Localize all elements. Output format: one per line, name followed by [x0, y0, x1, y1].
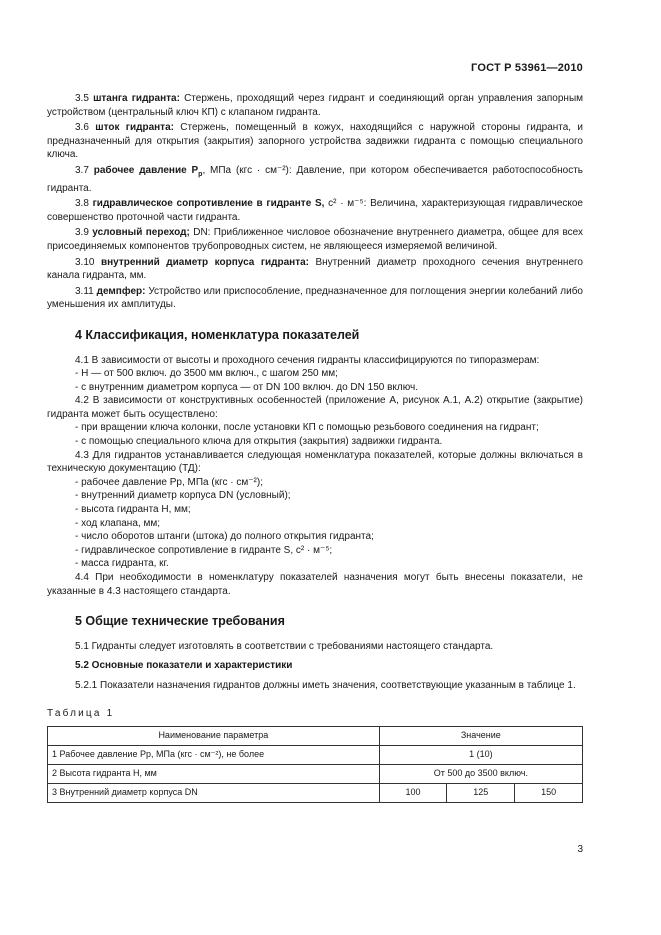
definition-term: демпфер: — [96, 285, 146, 297]
table-cell: 2 Высота гидранта Н, мм — [48, 765, 380, 784]
table-caption: Таблица 1 — [47, 707, 115, 719]
table-header-row — [48, 727, 583, 746]
table-cell: 1 (10) — [379, 746, 582, 765]
definition-text: Внутренний диаметр проходного сечения внутреннего канала гидранта, мм. — [47, 256, 583, 282]
definition-number: 3.6 — [75, 122, 89, 134]
definition-number: 3.8 — [75, 198, 89, 210]
definition-item — [47, 285, 583, 312]
definition-text: DN: Приближенное числовое обозначение внутреннего диаметра, общее для всех присоединяемых компонентов трубопроводных систем, не являющееся измеряемой величиной. — [47, 227, 583, 252]
definition-number: 3.11 — [75, 285, 94, 297]
definition-item — [47, 164, 583, 195]
definition-number: 3.9 — [75, 227, 89, 239]
para-4-2: 4.2 В зависимости от конструктивных особенностей (приложение А, рисунок А.1, А.2) открытие (закрытие) гидранта может быть осуществлено: — [47, 395, 583, 420]
definition-number: 3.5 — [75, 93, 89, 104]
definition-term: штанга гидранта: — [93, 93, 180, 104]
definition-term: рабочее давление P — [93, 164, 199, 176]
list-4-2 — [47, 421, 583, 448]
para-5-1: 5.1 Гидранты следует изготовлять в соответствии с требованиями настоящего стандарта. — [75, 640, 494, 652]
para-5-2-1: 5.2.1 Показатели назначения гидрантов должны иметь значения, соответствующие указанным в таблице 1. — [75, 679, 576, 691]
definition-term: внутренний диаметр корпуса гидранта: — [100, 256, 309, 268]
para-4-1: 4.1 В зависимости от высоты и проходного сечения гидранты классифицируются по типоразмерам: — [75, 354, 540, 366]
definition-item — [47, 197, 583, 224]
list-item: - с помощью специального ключа для открытия (закрытия) задвижки гидранта. — [75, 436, 443, 448]
standard-header: ГОСТ Р 53961—2010 — [471, 62, 583, 74]
table-row — [48, 784, 583, 803]
list-item: - число оборотов штанги (штока) до полного открытия гидранта; — [75, 531, 374, 543]
list-item: - рабочее давление Pр, МПа (кгс · см⁻²); — [75, 476, 263, 488]
definition-item — [47, 256, 583, 283]
para-4-4: 4.4 При необходимости в номенклатуру показателей назначения могут быть внесены показатели, не указанные в 4.3 настоящего стандарта. — [47, 572, 583, 597]
definition-item — [47, 92, 583, 119]
table-cell: От 500 до 3500 включ. — [379, 765, 582, 784]
list-item: - масса гидранта, кг. — [75, 558, 169, 570]
section-5-title: 5 Общие технические требования — [75, 614, 285, 629]
definition-term-subscript: р — [198, 170, 203, 178]
table-header-cell: Значение — [379, 727, 582, 746]
definition-text: Стержень, проходящий через гидрант и соединяющий орган управления запорным устройством (центральный ключ КП) с клапаном гидранта. — [47, 93, 584, 118]
definition-term: гидравлическое сопротивление в гидранте S, — [92, 198, 325, 210]
section-4-title: 4 Классификация, номенклатура показателей — [75, 327, 360, 342]
para-4-3: 4.3 Для гидрантов устанавливается следующая номенклатура показателей, которые должны включаться в техническую документацию (ТД): — [47, 449, 583, 475]
list-4-3 — [47, 476, 583, 571]
table-cell: 1 Рабочее давление Pр, МПа (кгс · см⁻²), не более — [48, 746, 380, 765]
definition-item — [47, 121, 583, 162]
definition-text: с² · м⁻⁵: Величина, характеризующая гидравлическое совершенство проточной части гидранта. — [47, 198, 583, 223]
definition-term: шток гидранта: — [95, 122, 174, 134]
definition-item — [47, 226, 583, 253]
table-cell: 125 — [447, 784, 515, 803]
list-item: - с внутренним диаметром корпуса — от DN 100 включ. до DN 150 включ. — [75, 381, 419, 393]
table-cell: 150 — [515, 784, 583, 803]
table-cell: 3 Внутренний диаметр корпуса DN — [48, 784, 380, 803]
definitions-list — [47, 92, 583, 312]
table-header-cell: Наименование параметра — [48, 727, 380, 746]
list-item: - Н — от 500 включ. до 3500 мм включ., с шагом 250 мм; — [75, 368, 338, 380]
definition-term: условный переход; — [92, 227, 190, 239]
table-row — [48, 746, 583, 765]
page-number: 3 — [577, 844, 583, 855]
definition-text: Устройство или приспособление, предназначенное для поглощения энергии колебаний либо уменьшения их амплитуды. — [47, 285, 583, 311]
definition-text: Стержень, помещенный в кожух, находящийся с наружной стороны гидранта, и предназначенный для открытия (закрытия) запорного устройства задвижки гидранта с помощью специального ключа. — [47, 122, 584, 161]
document-body — [47, 92, 583, 803]
definition-text: , МПа (кгс · см⁻²): Давление, при котором обеспечивается работоспособность гидранта. — [47, 164, 583, 194]
definition-number: 3.7 — [75, 164, 89, 176]
list-4-1 — [47, 367, 583, 394]
table-row — [48, 765, 583, 784]
list-item: - ход клапана, мм; — [75, 517, 160, 529]
subsection-5-2-title: 5.2 Основные показатели и характеристики — [75, 660, 293, 672]
definition-number: 3.10 — [75, 256, 95, 268]
table-1 — [47, 726, 583, 803]
list-item: - гидравлическое сопротивление в гидранте S, с² · м⁻⁵; — [75, 544, 333, 556]
list-item: - при вращении ключа колонки, после установки КП с помощью резьбового соединения на гидрант; — [75, 422, 539, 434]
list-item: - высота гидранта Н, мм; — [75, 504, 191, 516]
list-item: - внутренний диаметр корпуса DN (условный); — [75, 490, 291, 502]
table-cell: 100 — [379, 784, 447, 803]
